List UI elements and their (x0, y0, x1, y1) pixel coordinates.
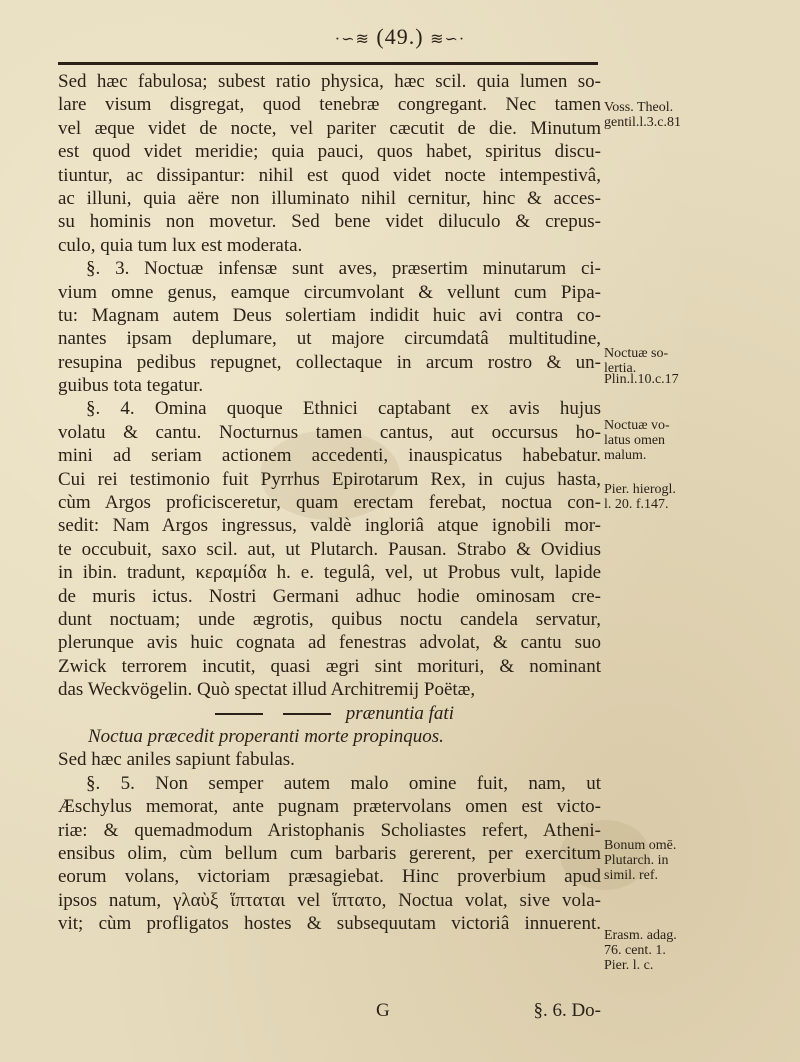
text-line: de muris ictus. Nostri Germani adhuc hodie ominosam cre- (58, 585, 601, 607)
marginal-line: Voss. Theol. (604, 100, 674, 115)
text-line: vium omne genus, eamque circumvolant & vellunt cum Pipa- (58, 281, 601, 303)
marginal-line: lertia. (604, 361, 637, 376)
marginal-line: Pier. l. c. (604, 958, 654, 973)
verse-fragment: prænuntia fati (345, 702, 454, 724)
text-line: mini ad seriam actionem accedenti, inauspicatus habebatur. (58, 445, 601, 467)
text-line: lare visum disgregat, quod tenebræ congregant. Nec tamen (58, 94, 601, 116)
section-4-start: §. 4. Omina quoque Ethnici captabant ex avis hujus (86, 398, 601, 420)
marginal-line: Plutarch. in (604, 853, 669, 868)
marginal-line: Noctuæ vo- (604, 418, 670, 433)
main-text (58, 70, 601, 935)
marginal-note-bonum (604, 838, 714, 883)
marginal-line: malum. (604, 448, 647, 463)
marginal-note-erasm (604, 928, 714, 973)
text-line: in ibin. tradunt, κεραμίδα h. e. tegulâ, vel, ut Probus vult, lapide (58, 562, 601, 584)
text-line: vit; cùm profligatos hostes & subsequutam victoriâ innuerent. (58, 913, 601, 935)
text-line: ipsos natum, γλαὺξ ἵπταται vel ἵπτατο, Noctua volat, sive vola- (58, 889, 601, 911)
marginal-note-omen (604, 418, 714, 463)
text-line: Sed hæc aniles sapiunt fabulas. (58, 749, 295, 771)
text-line: guibus tota tegatur. (58, 375, 204, 397)
text-line: cùm Argos proficisceretur, quam erectam ferebat, noctua con- (58, 492, 601, 514)
catchword: §. 6. Do- (533, 1000, 601, 1021)
dash-rule (215, 713, 263, 715)
verse-line-1 (58, 702, 601, 725)
text-line: vel æque videt de nocte, vel pariter cæcutit de die. Minutum (58, 117, 601, 139)
text-line: plerunque avis huic cognata ad fenestras advolat, & cantu suo (58, 632, 601, 654)
text-line: Æschylus memorat, ante pugnam prætervolans omen est victo- (58, 796, 601, 818)
text-line: nantes ipsam deplumare, ut majore circumdatâ multitudine, (58, 328, 601, 350)
text-line: sedit: Nam Argos ingressus, valdè ingloriâ atque ignobili mor- (58, 515, 601, 537)
signature-mark: G (376, 1000, 390, 1021)
marginal-line: Pier. hierogl. (604, 482, 676, 497)
page-footer (58, 1000, 601, 1024)
marginal-line: Plin.l.10.c.17 (604, 372, 679, 387)
ornament-right: ≋∽· (430, 31, 466, 48)
marginal-note-voss (604, 100, 714, 130)
verse-line-2 (58, 725, 601, 748)
page-header (0, 24, 800, 50)
marginal-line: Noctuæ so- (604, 346, 669, 361)
text-line: ensibus olim, cùm bellum cum barbaris gererent, per exercitum (58, 842, 601, 864)
text-line: Sed hæc fabulosa; subest ratio physica, hæc scil. quia lumen so- (58, 71, 601, 92)
marginal-line: Erasm. adag. (604, 928, 677, 943)
verse-text: Noctua præcedit properanti morte propinquos. (88, 725, 444, 747)
text-line: Cui rei testimonio fuit Pyrrhus Epirotarum Rex, in cujus hasta, (58, 468, 601, 490)
page-number: (49.) (376, 24, 424, 49)
text-line: volatu & cantu. Nocturnus tamen cantus, aut occursus ho- (58, 421, 601, 443)
section-3-start: §. 3. Noctuæ infensæ sunt aves, præsertim minutarum ci- (86, 258, 601, 280)
text-line: culo, quia tum lux est moderata. (58, 234, 303, 256)
marginal-line: latus omen (604, 433, 666, 448)
text-line: tiuntur, ac dissipantur: nihil est quod videt nocte intempestivâ, (58, 164, 601, 186)
marginal-note-pier (604, 482, 714, 512)
text-line: est quod videt meridie; quia pauci, quos habet, spiritus discu- (58, 141, 601, 163)
dash-rule (283, 713, 331, 715)
marginal-line: Bonum omē. (604, 838, 677, 853)
marginal-line: simil. ref. (604, 868, 659, 883)
text-line: resupina pedibus repugnet, collectaque in arcum rostro & un- (58, 351, 601, 373)
header-rule (58, 62, 598, 65)
ornament-left: ·∽≋ (334, 31, 370, 48)
marginal-note-plin (604, 372, 714, 387)
marginal-line: gentil.l.3.c.81 (604, 115, 681, 130)
text-line: Zwick terrorem incutit, quasi ægri sint morituri, & nominant (58, 655, 601, 677)
text-line: ac illuni, quia aëre non illuminato nihil cernitur, hinc & acces- (58, 187, 601, 209)
marginal-line: l. 20. f.147. (604, 497, 669, 512)
text-line: dunt noctuam; unde ægrotis, quibus noctu candela servatur, (58, 608, 601, 630)
marginal-line: 76. cent. 1. (604, 943, 666, 958)
text-line: eorum volans, victoriam præsagiebat. Hinc proverbium apud (58, 866, 601, 888)
text-line: su hominis non movetur. Sed bene videt diluculo & crepus- (58, 211, 601, 233)
text-line: riæ: & quemadmodum Aristophanis Scholiastes refert, Atheni- (58, 819, 601, 841)
text-line: te occubuit, saxo scil. aut, ut Plutarch. Pausan. Strabo & Ovidius (58, 538, 601, 560)
text-line: das Weckvögelin. Quò spectat illud Architremij Poëtæ, (58, 679, 476, 701)
section-5-start: §. 5. Non semper autem malo omine fuit, nam, ut (86, 772, 601, 794)
text-line: tu: Magnam autem Deus solertiam indidit huic avi contra co- (58, 304, 601, 326)
